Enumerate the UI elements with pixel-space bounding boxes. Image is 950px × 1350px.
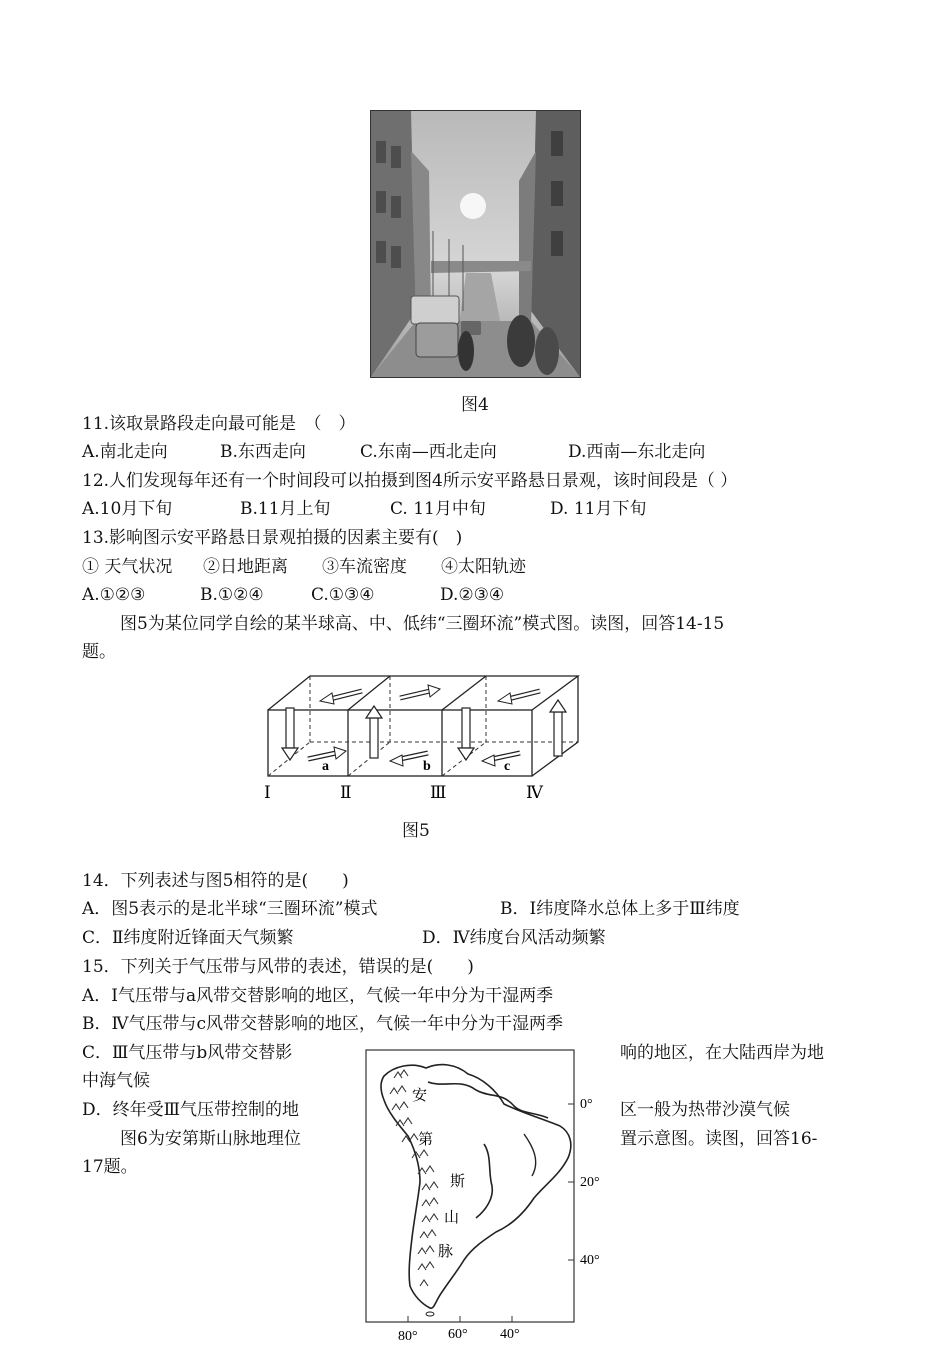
figure5-wind-arrow-a	[308, 747, 346, 759]
q12-options	[82, 497, 646, 521]
q13-factor-4: ④太阳轨迹	[441, 557, 526, 577]
figure5-vertical-arrow-3-down	[458, 708, 474, 760]
q11-stem: 11.该取景路段走向最可能是 （ ）	[82, 414, 356, 434]
q11-options	[82, 440, 705, 464]
figure5-diagram	[258, 668, 588, 804]
figure4-caption: 图4	[461, 395, 489, 415]
figure5-front-face	[268, 710, 532, 776]
figure5-vertical-arrow-2-up	[366, 706, 382, 758]
q13-factor-3: ③车流密度	[322, 557, 407, 577]
figure5-lat-3: Ⅲ	[430, 783, 447, 802]
q15-option-a[interactable]: A．Ⅰ气压带与a风带交替影响的地区，气候一年中分为干湿两季	[82, 986, 554, 1006]
q15-option-d-left[interactable]: D．终年受Ⅲ气压带控制的地	[82, 1100, 300, 1120]
intro6-left: 图6为安第斯山脉地理位	[120, 1129, 301, 1149]
q11-option-a[interactable]: A.南北走向	[82, 442, 168, 462]
figure5-wind-arrow-c	[482, 753, 520, 766]
q15-stem: 15．下列关于气压带与风带的表述，错误的是( )	[82, 957, 474, 977]
andes-char-3: 斯	[450, 1174, 466, 1190]
andes-char-5: 脉	[438, 1244, 454, 1260]
q14-option-a[interactable]: A．图5表示的是北半球“三圈环流”模式	[82, 899, 378, 919]
figure5-label-c: c	[504, 759, 511, 774]
q14-option-d[interactable]: D．Ⅳ纬度台风活动频繁	[422, 928, 606, 948]
sunset-street-image	[371, 111, 580, 377]
andes-char-2: 第	[418, 1132, 434, 1148]
q13-options	[82, 583, 504, 607]
figure5-label-b: b	[423, 759, 431, 774]
q11-option-d[interactable]: D.西南—东北走向	[568, 442, 706, 462]
q14-options-row2	[82, 926, 606, 950]
q13-option-c[interactable]: C.①③④	[311, 585, 375, 605]
intro6-right: 置示意图。读图，回答16-	[620, 1129, 818, 1149]
q14-option-b[interactable]: B．Ⅰ纬度降水总体上多于Ⅲ纬度	[500, 899, 740, 919]
q11-option-c[interactable]: C.东南—西北走向	[360, 442, 497, 462]
figure5-lat-1: Ⅰ	[264, 783, 271, 802]
lat-label-20: 20°	[580, 1175, 600, 1190]
q15-option-c-left[interactable]: C．Ⅲ气压带与b风带交替影	[82, 1043, 293, 1063]
q12-option-c[interactable]: C. 11月中旬	[390, 499, 486, 519]
figure5-lat-2: Ⅱ	[340, 783, 352, 802]
figure5-caption: 图5	[402, 821, 430, 841]
figure5-label-a: a	[322, 759, 329, 774]
q13-option-b[interactable]: B.①②④	[200, 585, 264, 605]
figure5-vertical-arrow-1-down	[282, 708, 298, 760]
q15-option-c-cont[interactable]: 中海气候	[82, 1071, 150, 1091]
intro5-line2: 题。	[82, 642, 116, 662]
q14-options-row1	[82, 897, 740, 921]
figure5-upper-arrow-1	[320, 691, 368, 704]
q15-option-d-right[interactable]: 区一般为热带沙漠气候	[620, 1100, 790, 1120]
q12-option-a[interactable]: A.10月下旬	[82, 499, 173, 519]
q15-option-c-right[interactable]: 响的地区，在大陆西岸为地	[620, 1043, 824, 1063]
q12-option-b[interactable]: B.11月上旬	[240, 499, 331, 519]
lon-label-80: 80°	[398, 1329, 418, 1344]
andes-char-4: 山	[444, 1210, 460, 1226]
q13-factor-2: ②日地距离	[203, 557, 288, 577]
figure4-photo	[370, 110, 581, 378]
figure5-upper-arrow-3	[498, 691, 540, 704]
q12-option-d[interactable]: D. 11月下旬	[550, 499, 647, 519]
lat-label-40: 40°	[580, 1253, 600, 1268]
figure5-lat-4: Ⅳ	[526, 783, 543, 802]
andes-char-1: 安	[412, 1088, 428, 1104]
lat-label-0: 0°	[580, 1097, 593, 1112]
intro6-cont: 17题。	[82, 1157, 138, 1177]
lon-label-40: 40°	[500, 1327, 520, 1342]
q15-option-b[interactable]: B．Ⅳ气压带与c风带交替影响的地区，气候一年中分为干湿两季	[82, 1014, 563, 1034]
q13-factor-1: ① 天气状况	[82, 557, 173, 577]
figure6-map	[364, 1048, 614, 1346]
q14-option-c[interactable]: C．Ⅱ纬度附近锋面天气频繁	[82, 928, 294, 948]
q12-stem: 12.人们发现每年还有一个时间段可以拍摄到图4所示安平路悬日景观，该时间段是（ ）	[82, 471, 738, 491]
q13-option-a[interactable]: A.①②③	[82, 585, 146, 605]
lon-label-60: 60°	[448, 1327, 468, 1342]
q13-stem: 13.影响图示安平路悬日景观拍摄的因素主要有( )	[82, 528, 463, 548]
q14-stem: 14．下列表述与图5相符的是( )	[82, 871, 349, 891]
q13-factors	[82, 555, 526, 579]
q13-option-d[interactable]: D.②③④	[440, 585, 505, 605]
intro5-line1: 图5为某位同学自绘的某半球高、中、低纬“三圈环流”模式图。读图，回答14-15	[120, 614, 725, 634]
q11-option-b[interactable]: B.东西走向	[220, 442, 306, 462]
figure5-vertical-arrow-4-up	[550, 700, 566, 756]
figure5-upper-arrow-2	[400, 685, 440, 698]
